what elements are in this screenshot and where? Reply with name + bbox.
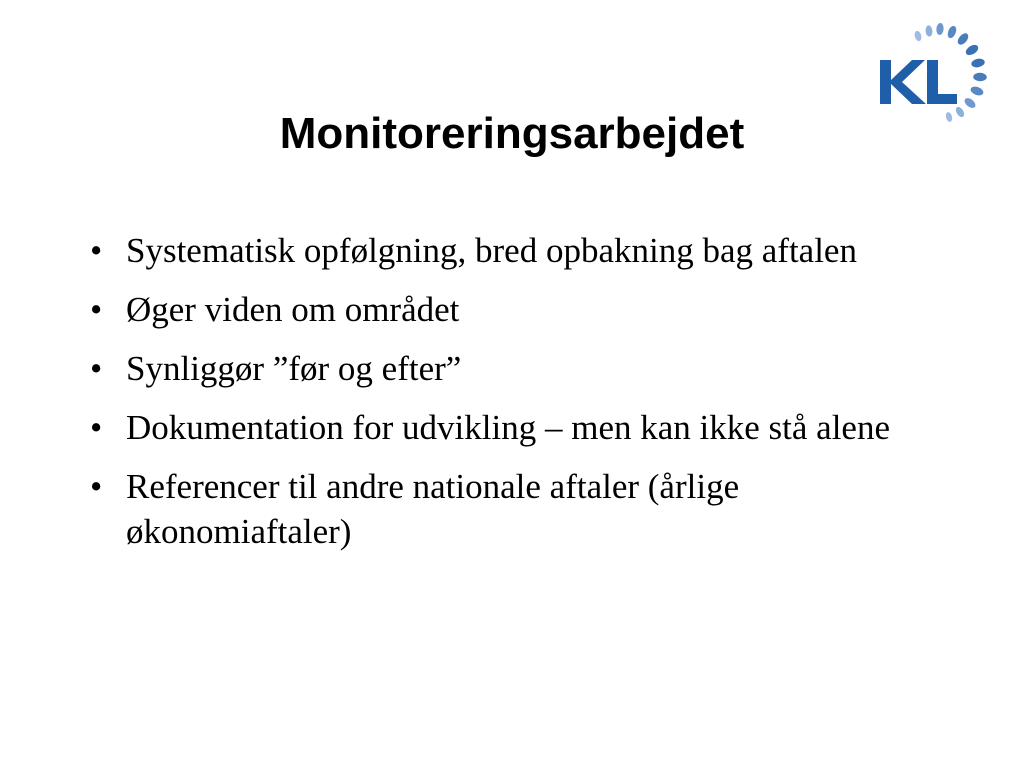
bullet-text: Systematisk opfølgning, bred opbakning bag aftalen bbox=[126, 231, 857, 270]
bullet-text: Øger viden om området bbox=[126, 290, 460, 329]
bullet-marker: • bbox=[90, 467, 103, 506]
bullet-text: Dokumentation for udvikling – men kan ikke stå alene bbox=[126, 408, 890, 447]
list-item bbox=[90, 287, 950, 332]
bullet-text: Synliggør ”før og efter” bbox=[126, 349, 462, 388]
bullet-marker: • bbox=[90, 290, 103, 329]
list-item bbox=[90, 464, 950, 554]
list-item bbox=[90, 346, 950, 391]
bullet-marker: • bbox=[90, 408, 103, 447]
list-item bbox=[90, 228, 950, 273]
list-item bbox=[90, 405, 950, 450]
kl-logo-letters bbox=[880, 60, 957, 104]
bullet-marker: • bbox=[90, 349, 103, 388]
bullet-marker: • bbox=[90, 231, 103, 270]
bullet-text: Referencer til andre nationale aftaler (årlige økonomiaftaler) bbox=[126, 467, 740, 551]
slide-title: Monitoreringsarbejdet bbox=[279, 109, 745, 158]
bullet-list bbox=[90, 228, 950, 568]
